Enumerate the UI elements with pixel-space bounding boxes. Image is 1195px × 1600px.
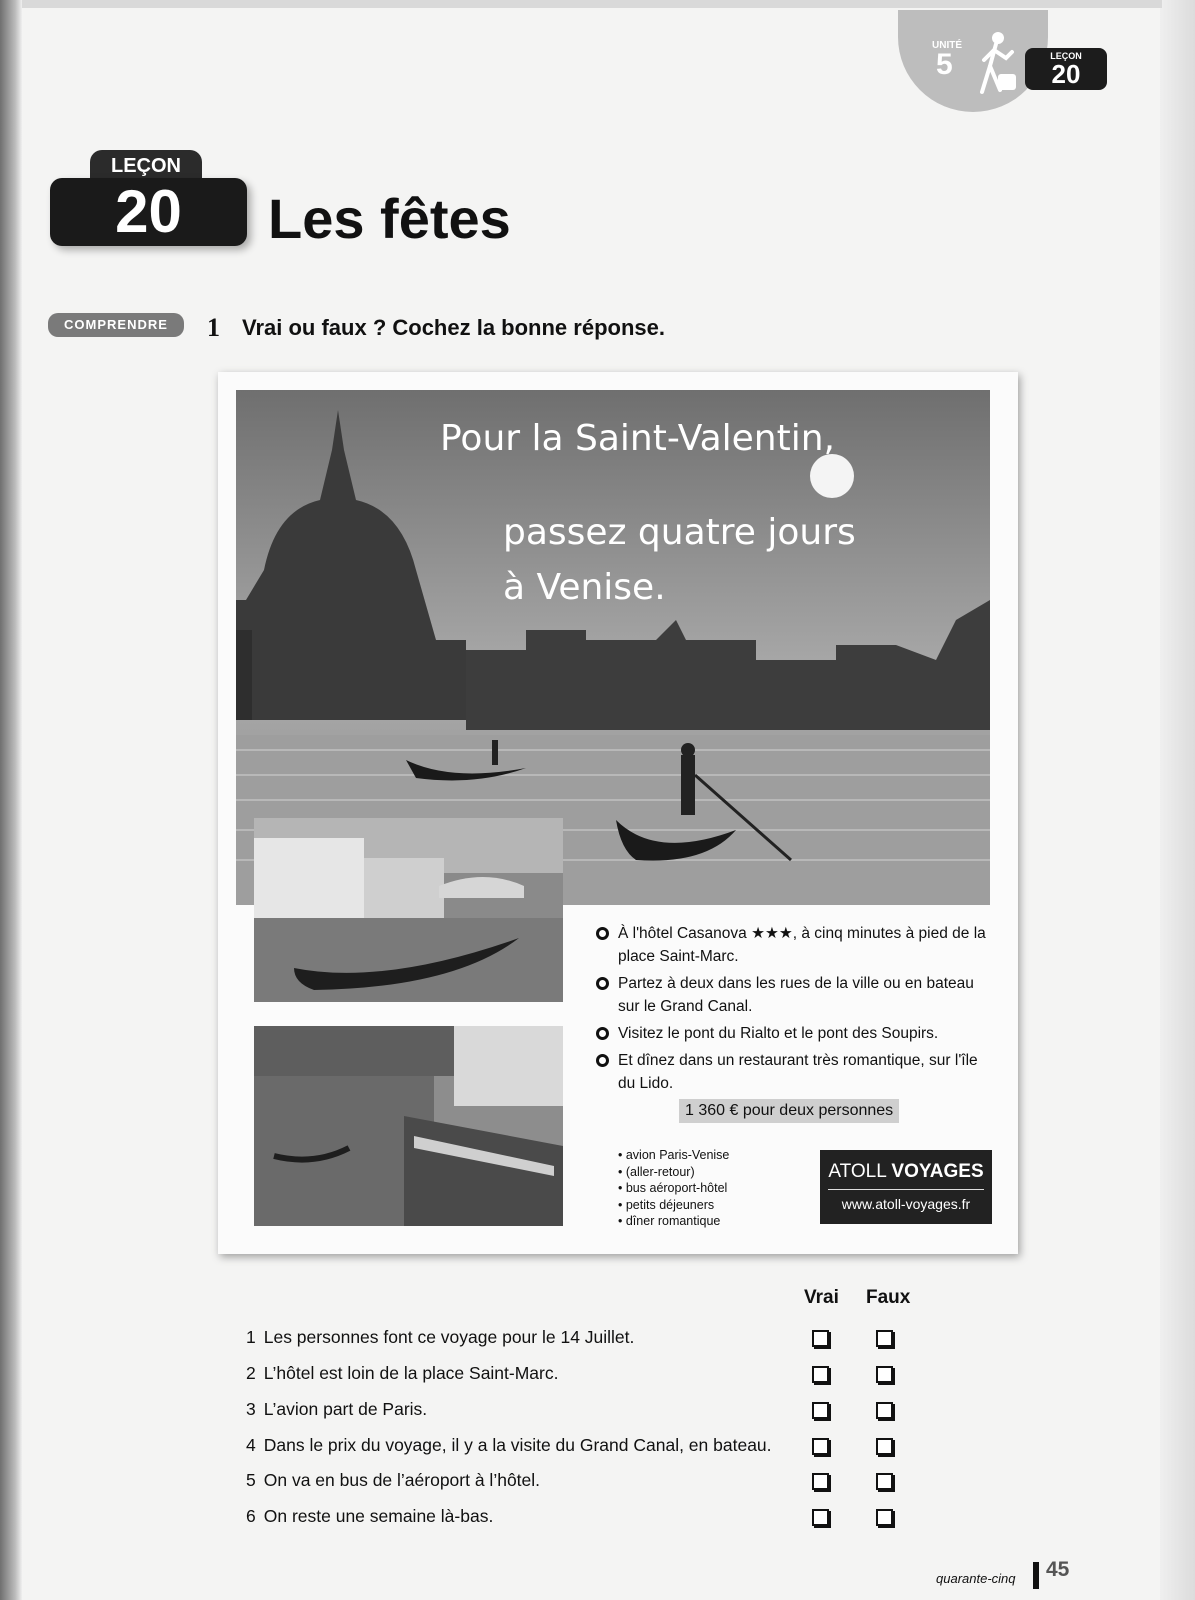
faux-checkbox-2[interactable]	[876, 1366, 893, 1383]
bullet-icon	[596, 977, 609, 990]
unit-lecon-label: LEÇON	[1050, 51, 1082, 61]
faux-checkbox-5[interactable]	[876, 1473, 893, 1490]
unit-lecon-badge	[1025, 48, 1107, 90]
vrai-checkbox-5[interactable]	[812, 1473, 829, 1490]
question-6: 6 On reste une semaine là-bas.	[246, 1506, 494, 1526]
ad-include-item: • dîner romantique	[618, 1213, 729, 1230]
grand-canal-photo	[254, 818, 563, 1002]
vrai-checkbox-6[interactable]	[812, 1509, 829, 1526]
faux-checkbox-4[interactable]	[876, 1438, 893, 1455]
faux-column-header: Faux	[866, 1287, 911, 1308]
ad-feature-item: À l'hôtel Casanova ★★★, à cinq minutes à pied de la place Saint-Marc.	[596, 922, 986, 968]
unit-lecon-number: 20	[1051, 59, 1081, 89]
question-3: 3 L’avion part de Paris.	[246, 1399, 428, 1419]
canal-market-photo	[254, 1026, 563, 1226]
ad-feature-list	[596, 922, 986, 1099]
ad-include-item: • (aller-retour)	[618, 1164, 729, 1181]
canal-market-image	[254, 1026, 563, 1226]
faux-checkbox-3[interactable]	[876, 1402, 893, 1419]
ad-price: 1 360 € pour deux personnes	[679, 1099, 899, 1123]
vrai-column-header: Vrai	[804, 1287, 839, 1308]
agency-divider	[828, 1189, 984, 1190]
vrai-checkbox-3[interactable]	[812, 1402, 829, 1419]
ad-headline-1: Pour la Saint-Valentin,	[440, 418, 835, 459]
faux-checkbox-6[interactable]	[876, 1509, 893, 1526]
vrai-checkbox-4[interactable]	[812, 1438, 829, 1455]
question-5: 5 On va en bus de l’aéroport à l’hôtel.	[246, 1470, 541, 1490]
section-badge: COMPRENDRE	[48, 313, 184, 337]
vrai-checkbox-1[interactable]	[812, 1330, 829, 1347]
faux-checkbox-1[interactable]	[876, 1330, 893, 1347]
ad-headline-3: à Venise.	[503, 567, 666, 608]
page-number: 45	[1046, 1558, 1070, 1581]
agency-logo	[820, 1150, 992, 1224]
page-title: Les fêtes	[268, 187, 511, 250]
ad-includes-list	[618, 1147, 729, 1230]
ad-include-item: • bus aéroport-hôtel	[618, 1180, 729, 1197]
footer-divider	[1033, 1562, 1039, 1589]
lecon-label: LEÇON	[90, 150, 202, 182]
bullet-icon	[596, 1054, 609, 1067]
bullet-icon	[596, 1027, 609, 1040]
binding-shadow	[0, 0, 22, 1600]
bullet-icon	[596, 927, 609, 940]
top-border	[22, 0, 1162, 8]
ad-feature-item: Partez à deux dans les rues de la ville ou en bateau sur le Grand Canal.	[596, 972, 986, 1018]
grand-canal-image	[254, 818, 563, 1002]
ad-feature-item: Visitez le pont du Rialto et le pont des Soupirs.	[596, 1022, 986, 1045]
page-number-words: quarante-cinq	[936, 1571, 1016, 1586]
exercise-number: 1	[207, 313, 220, 342]
traveler-icon	[972, 30, 1018, 100]
vrai-checkbox-2[interactable]	[812, 1366, 829, 1383]
question-1: 1 Les personnes font ce voyage pour le 14 Juillet.	[246, 1327, 635, 1347]
question-2: 2 L’hôtel est loin de la place Saint-Marc.	[246, 1363, 559, 1383]
agency-name: ATOLL VOYAGES	[828, 1161, 984, 1182]
ad-feature-item: Et dînez dans un restaurant très romantique, sur l'île du Lido.	[596, 1049, 986, 1095]
ad-include-item: • avion Paris-Venise	[618, 1147, 729, 1164]
unit-number: 5	[936, 48, 953, 81]
exercise-instruction: Vrai ou faux ? Cochez la bonne réponse.	[242, 315, 665, 340]
agency-url: www.atoll-voyages.fr	[841, 1196, 971, 1212]
ad-include-item: • petits déjeuners	[618, 1197, 729, 1214]
lecon-number: 20	[50, 178, 247, 246]
page-edge	[1160, 0, 1195, 1600]
unit-label: UNITÉ	[932, 40, 962, 51]
ad-headline-2: passez quatre jours	[503, 512, 856, 553]
question-4: 4 Dans le prix du voyage, il y a la visite du Grand Canal, en bateau.	[246, 1435, 772, 1455]
